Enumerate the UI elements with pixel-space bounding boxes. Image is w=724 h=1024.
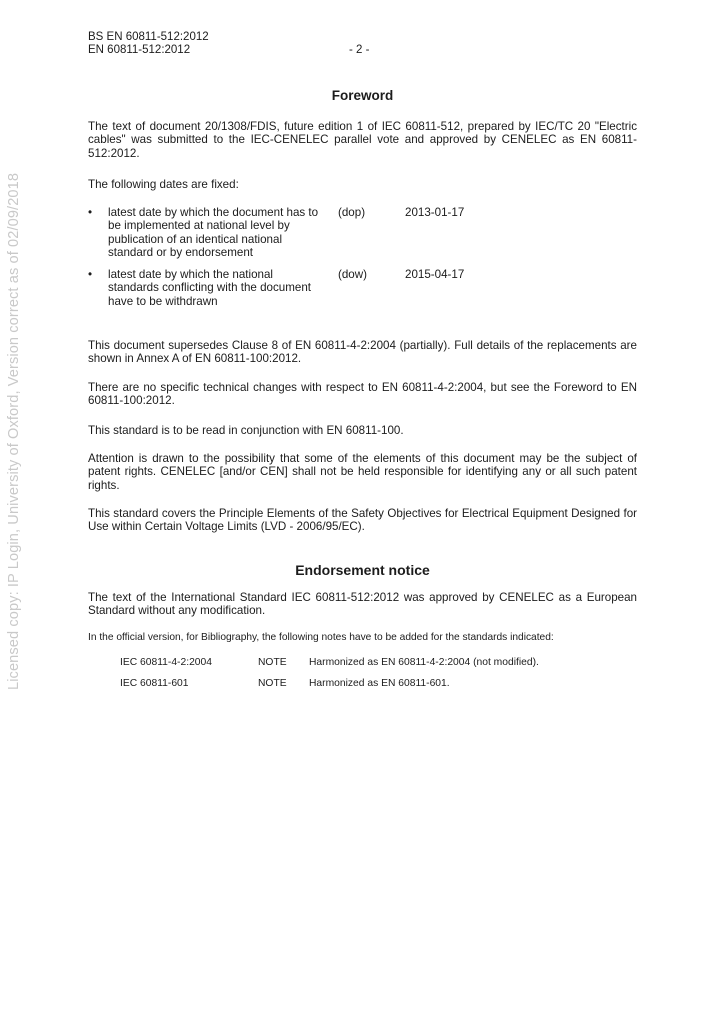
note-text: Harmonized as EN 60811-4-2:2004 (not modified). xyxy=(309,657,539,668)
note-label: NOTE xyxy=(258,657,287,668)
technical-changes-paragraph: There are no specific technical changes with respect to EN 60811-4-2:2004, but see the Foreword to EN 60811-100:2012. xyxy=(88,381,637,408)
license-watermark xyxy=(6,172,26,690)
patent-rights-paragraph: Attention is drawn to the possibility that some of the elements of this document may be the subject of patent rights. CENELEC [and/or CEN] shall not be held responsible for identifying any or all such patent rights. xyxy=(88,452,637,492)
bullet-icon: • xyxy=(88,206,93,219)
date-item-date: 2013-01-17 xyxy=(405,206,465,219)
foreword-intro-paragraph: The text of document 20/1308/FDIS, future edition 1 of IEC 60811-512, prepared by IEC/TC 20 "Electric cables" was submitted to the IEC-CENELEC parallel vote and approved by CENELEC as EN 60811-512:2012. xyxy=(88,120,637,160)
bullet-icon: • xyxy=(88,268,93,281)
date-item-code: (dow) xyxy=(338,268,367,281)
date-item-code: (dop) xyxy=(338,206,366,219)
date-item-text: latest date by which the national standards conflicting with the document have to be withdrawn xyxy=(108,268,312,308)
document-id-bs: BS EN 60811-512:2012 xyxy=(88,31,209,43)
document-id-en: EN 60811-512:2012 xyxy=(88,44,191,56)
note-standard: IEC 60811-4-2:2004 xyxy=(120,657,212,668)
date-item-date: 2015-04-17 xyxy=(405,268,465,281)
date-item-text: latest date by which the document has to be implemented at national level by publication of an identical national standard or by endorsement xyxy=(108,206,319,260)
supersedes-paragraph: This document supersedes Clause 8 of EN 60811-4-2:2004 (partially). Full details of the replacements are shown in Annex A of EN 60811-100:2012. xyxy=(88,339,637,366)
endorsement-heading: Endorsement notice xyxy=(295,562,430,578)
page-number: - 2 - xyxy=(349,44,370,56)
note-standard: IEC 60811-601 xyxy=(120,678,189,689)
note-text: Harmonized as EN 60811-601. xyxy=(309,678,450,689)
note-label: NOTE xyxy=(258,678,287,689)
lvd-paragraph: This standard covers the Principle Elements of the Safety Objectives for Electrical Equipment Designed for Use within Certain Voltage Limits (LVD - 2006/95/EC). xyxy=(88,507,637,534)
watermark-text: Licensed copy: IP Login, University of Oxford, Version correct as of 02/09/2018 xyxy=(6,172,22,690)
foreword-heading: Foreword xyxy=(331,88,394,103)
dates-intro: The following dates are fixed: xyxy=(88,178,239,191)
bibliography-note: In the official version, for Bibliography, the following notes have to be added for the standards indicated: xyxy=(88,632,554,643)
conjunction-paragraph: This standard is to be read in conjunction with EN 60811-100. xyxy=(88,424,404,437)
endorsement-paragraph: The text of the International Standard IEC 60811-512:2012 was approved by CENELEC as a European Standard without any modification. xyxy=(88,591,637,618)
